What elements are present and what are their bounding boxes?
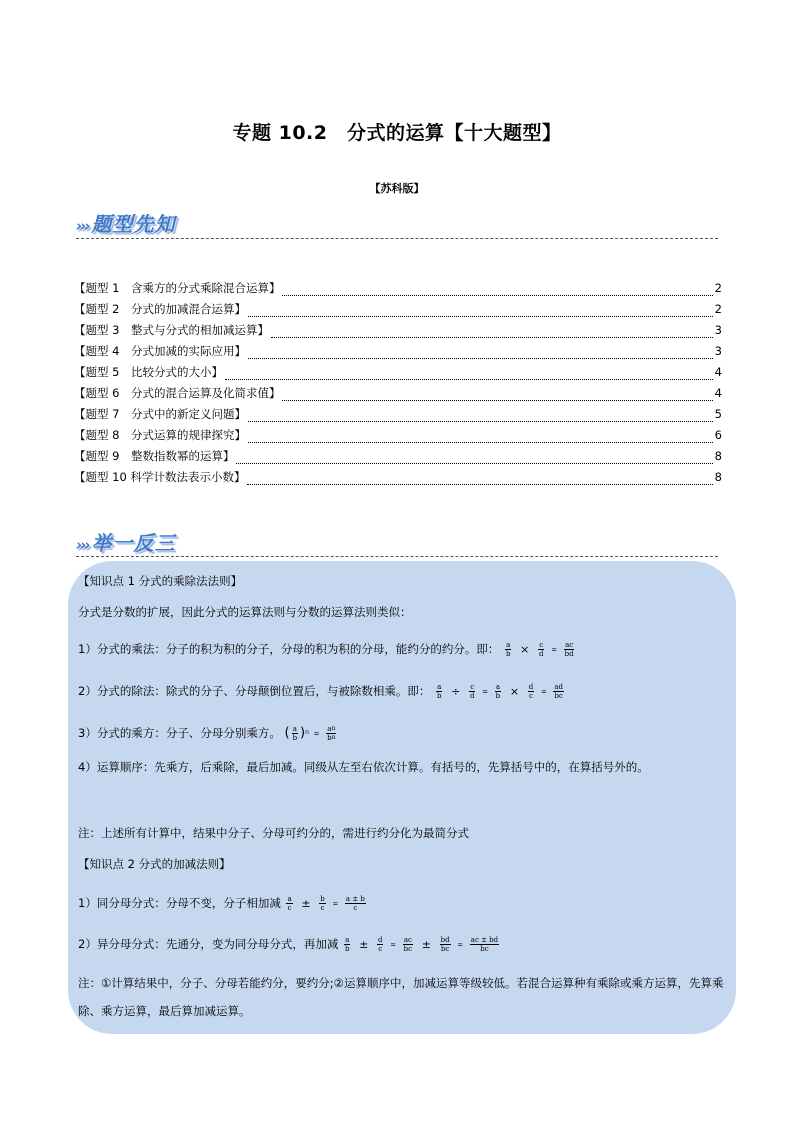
knowledge-heading-1: 【知识点 1 分式的乘除法法则】 (78, 574, 243, 588)
fraction: $\frac{b}{c}$ (320, 895, 325, 912)
rule-order: 4）运算顺序：先乘方，后乘除，最后加减。同级从左至右依次计算。有括号的，先算括号中的，在算括号外的。 (78, 760, 649, 774)
table-of-contents (74, 280, 722, 490)
triple-arrow-icon: ››› (76, 536, 89, 554)
fraction: $\frac{an}{bn}$ (327, 725, 336, 742)
fraction: $\frac{ad}{bc}$ (554, 683, 564, 700)
fraction: $\frac{ac}{bd}$ (564, 641, 574, 658)
fraction: $\frac{a}{b}$ (436, 683, 442, 700)
toc-entry[interactable]: 【题型 6 分式的混合运算及化简求值】 4 (74, 386, 722, 400)
fraction: $\frac{ac}{bc}$ (403, 936, 413, 953)
fraction: $\frac{a \pm b}{c}$ (345, 895, 365, 912)
toc-entry[interactable]: 【题型 10 科学计数法表示小数】 8 (74, 470, 722, 484)
divider (76, 556, 718, 557)
knowledge-intro: 分式是分数的扩展，因此分式的运算法则与分数的运算法则类似： (78, 605, 412, 619)
fraction: $\frac{c}{d}$ (470, 683, 475, 700)
knowledge-heading-2: 【知识点 2 分式的加减法则】 (78, 857, 231, 871)
banner-text: 举一反三 (91, 531, 176, 555)
toc-entry[interactable]: 【题型 9 整数指数幂的运算】 8 (74, 449, 722, 463)
fraction: $\frac{a}{b}$ (292, 725, 298, 742)
fraction: $\frac{a}{b}$ (344, 936, 350, 953)
toc-entry[interactable]: 【题型 8 分式运算的规律探究】 6 (74, 428, 722, 442)
section-banner-preview (76, 208, 176, 237)
fraction: $\frac{a}{b}$ (495, 683, 501, 700)
toc-entry[interactable]: 【题型 1 含乘方的分式乘除混合运算】 2 (74, 281, 722, 295)
document-title: 专题 10.2 分式的运算【十大题型】 (232, 122, 562, 144)
toc-entry[interactable]: 【题型 5 比较分式的大小】 4 (74, 365, 722, 379)
rule-division: 2）分式的除法：除式的分子、分母颠倒位置后，与被除数相乘。即： $\frac{a}{b}$ ÷ $\frac{c}{d}$ = $\frac{a}{b}$ × $\frac{d}{c}$ = $\frac{ad}{bc}$ (78, 683, 564, 700)
fraction: $\frac{ac \pm bd}{bc}$ (470, 936, 499, 953)
toc-entry[interactable]: 【题型 4 分式加减的实际应用】 3 (74, 344, 722, 358)
note-1: 注：上述所有计算中，结果中分子、分母可约分的，需进行约分化为最简分式 (78, 826, 469, 840)
knowledge-box (68, 561, 736, 1034)
rule-multiplication: 1）分式的乘法：分子的积为积的分子，分母的积为积的分母，能约分的约分。即： $\frac{a}{b}$ × $\frac{c}{d}$ = $\frac{ac}{bd}$ (78, 641, 574, 658)
banner-text: 题型先知 (91, 212, 176, 236)
fraction: $\frac{d}{c}$ (528, 683, 534, 700)
fraction: $\frac{d}{c}$ (378, 936, 383, 953)
fraction: $\frac{a}{c}$ (287, 895, 292, 912)
toc-entry[interactable]: 【题型 7 分式中的新定义问题】 5 (74, 407, 722, 421)
edition-label: 【苏科版】 (369, 182, 425, 195)
fraction: $\frac{c}{d}$ (538, 641, 544, 658)
fraction: $\frac{bd}{bc}$ (440, 936, 450, 953)
toc-entry[interactable]: 【题型 2 分式的加减混合运算】 2 (74, 302, 722, 316)
note-2: 注：①计算结果中，分子、分母若能约分，要约分;②运算顺序中，加减运算等级较低。若混合运算种有乘除或乘方运算，先算乘除、乘方运算，最后算加减运算。 (78, 976, 724, 1018)
toc-entry[interactable]: 【题型 3 整式与分式的相加减运算】 3 (74, 323, 722, 337)
fraction: $\frac{a}{b}$ (505, 641, 511, 658)
triple-arrow-icon: ››› (76, 217, 89, 235)
divider (76, 238, 718, 239)
rule-same-denominator: 1）同分母分式：分母不变，分子相加减 $\frac{a}{c}$ ± $\frac{b}{c}$ = $\frac{a \pm b}{c}$ (78, 895, 365, 912)
rule-power: 3）分式的乘方：分子、分母分别乘方。 ( $\frac{a}{b}$ )$^n$ = $\frac{an}{bn}$ (78, 725, 336, 742)
section-banner-practice (76, 527, 176, 556)
rule-different-denominator: 2）异分母分式：先通分，变为同分母分式，再加减 $\frac{a}{b}$ ± $\frac{d}{c}$ = $\frac{ac}{bc}$ ± $\frac{bd}{bc}$ = $\frac{ac \pm bd}{bc}$ (78, 936, 499, 953)
